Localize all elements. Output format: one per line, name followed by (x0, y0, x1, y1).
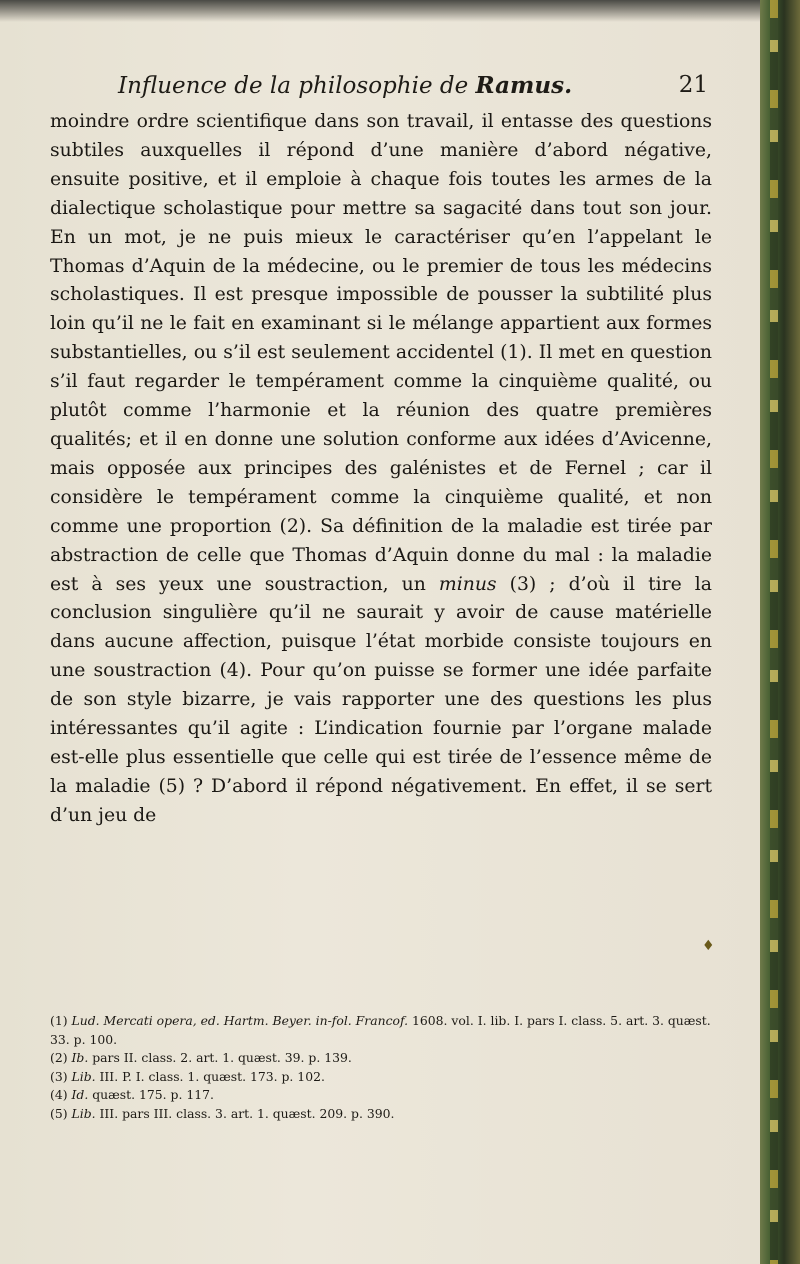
footnote-detail: 1608. vol. I. lib. I. pars I. class. 5. art. 3. quæst. 33. p. 100. (50, 1013, 711, 1047)
page-number: 21 (678, 72, 708, 98)
book-cover-edge (760, 0, 800, 1264)
footnote-detail: III. pars III. class. 3. art. 1. quæst. 209. p. 390. (95, 1105, 395, 1121)
footnote-source: Id. (71, 1087, 89, 1103)
footnote-5 (50, 1105, 712, 1124)
running-header (118, 72, 708, 112)
footnote-2 (50, 1049, 712, 1068)
running-title-prefix: Influence de la philosophie de (118, 73, 469, 99)
footnote-detail: pars II. class. 2. art. 1. quæst. 39. p. 139. (88, 1050, 352, 1066)
running-title (118, 72, 572, 99)
footnote-marker: (2) (50, 1050, 68, 1066)
footnote-source: Lud. Mercati opera, ed. Hartm. Beyer. in-fol. Francof. (71, 1013, 409, 1028)
footnote-source: Ib. (71, 1050, 89, 1066)
footnote-marker: (5) (50, 1105, 68, 1121)
footnote-marker: (1) (50, 1013, 68, 1028)
footnote-source: Lib. (71, 1105, 96, 1121)
main-paragraph (50, 108, 712, 831)
footnote-source: Lib. (71, 1068, 96, 1084)
footnote-1 (50, 1012, 712, 1049)
margin-mark: ♦ (702, 938, 715, 954)
footnote-4 (50, 1086, 712, 1105)
text-part-2: (3) ; d’où il tire la conclusion singulière qu’il ne saurait y avoir de cause matérielle dans aucune affection, puisque l’état morbide consiste toujours en une soustraction (4). Pour qu’on puisse se former une idée parfaite de son style bizarre, je vais rapporter une des questions les plus intéressantes qu’il agite : L’indication fournie par l’organe malade est-elle plus essentielle que celle qui est tirée de l’essence même de la maladie (5) ? D’abord il répond négativement. En effet, il se sert d’un jeu de (50, 573, 712, 826)
scan-top-shadow (0, 0, 760, 22)
footnote-detail: III. P. I. class. 1. quæst. 173. p. 102. (95, 1068, 325, 1084)
italic-minus: minus (438, 573, 497, 595)
footnote-3 (50, 1068, 712, 1087)
text-part-1: moindre ordre scientifique dans son travail, il entasse des questions subtiles auxquelles il répond d’une manière d’abord négative, ensuite positive, et il emploie à chaque fois toutes les armes de la dialectique scholastique pour mettre sa sagacité dans tout son jour. En un mot, je ne puis mieux le caractériser qu’en l’appelant le Thomas d’Aquin de la médecine, ou le premier de tous les médecins scholastiques. Il est presque impossible de pousser la subtilité plus loin qu’il ne le fait en examinant si le mélange appartient aux formes substantielles, ou s’il est seulement accidentel (1). Il met en question s’il faut regarder le tempérament comme la cinquième qualité, ou plutôt comme l’harmonie et la réunion des quatre premières qualités; et il en donne une solution conforme aux idées d’Avicenne, mais opposée aux principes des galénistes et de Fernel ; car il considère le tempérament comme la cinquième qualité, et non comme une proportion (2). Sa définition de la maladie est tirée par abstraction de celle que Thomas d’Aquin donne du mal : la maladie est à ses yeux une soustraction, un (50, 111, 712, 595)
footnote-detail: quæst. 175. p. 117. (88, 1087, 214, 1103)
footnote-marker: (3) (50, 1068, 68, 1084)
footnote-marker: (4) (50, 1087, 68, 1103)
running-title-name: Ramus. (475, 72, 573, 99)
footnotes (50, 1012, 712, 1124)
main-text (50, 108, 712, 831)
